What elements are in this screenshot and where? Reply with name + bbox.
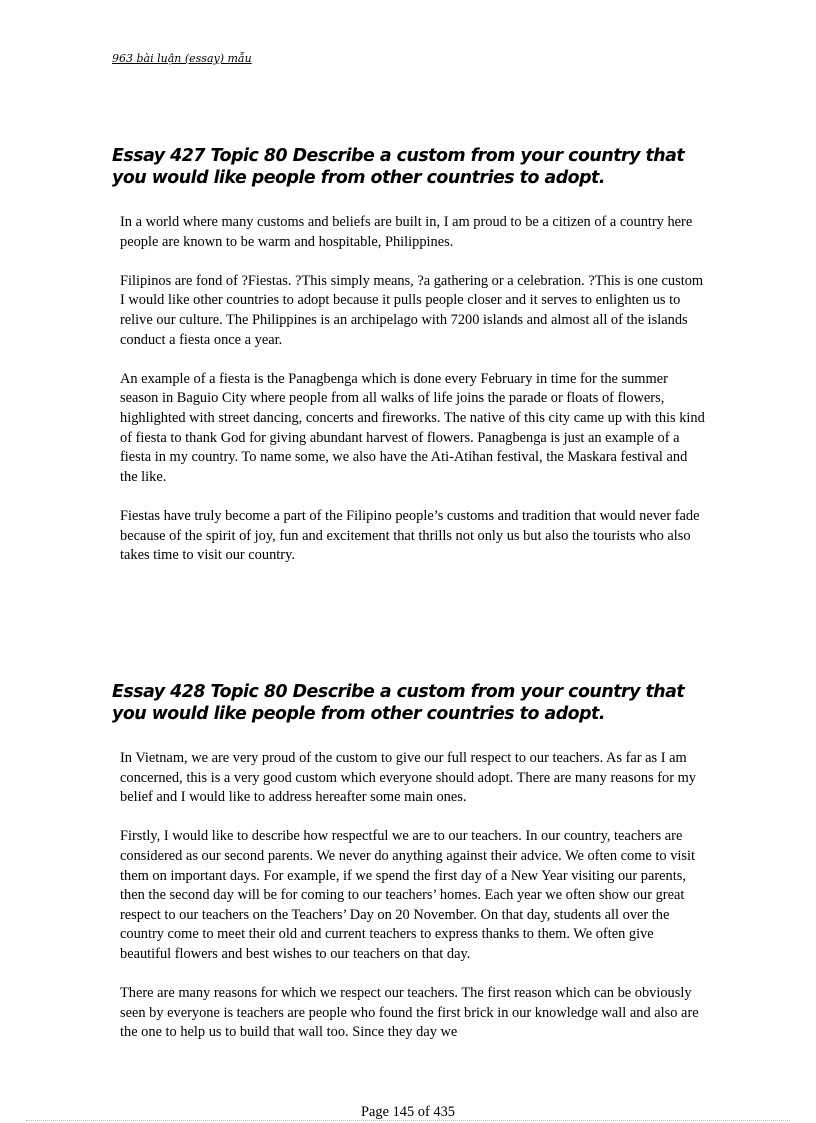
- paragraph: An example of a fiesta is the Panagbenga which is done every February in time for the summer season in Baguio City where people from all walks of life joins the parade or floats of flowers, highlighted with street dancing, concerts and fireworks. The native of this city came up with this kind of fiesta to thank God for giving abundant harvest of flowers. Panagbenga is just an example of a fiesta in my country. To name some, we also have the Ati-Atihan festival, the Maskara festival and the like.: [120, 370, 705, 485]
- paragraph: Filipinos are fond of ?Fiestas. ?This simply means, ?a gathering or a celebration. ?This is one custom I would like other countries to adopt because it pulls people closer and it serves to enlighten us to relive our culture. The Philippines is an archipelago with 7200 islands and almost all of the islands conduct a fiesta once a year.: [120, 272, 704, 348]
- essay-title-line: you would like people from other countries to adopt.: [112, 168, 605, 188]
- paragraph: In a world where many customs and beliefs are built in, I am proud to be a citizen of a country here people are known to be warm and hospitable, Philippines.: [120, 214, 693, 250]
- paragraph: Fiestas have truly become a part of the Filipino people’s customs and tradition that would never fade because of the spirit of joy, fun and excitement that thrills not only us but also the tourists who also takes time to visit our country.: [120, 507, 700, 564]
- footer-divider: [26, 1120, 790, 1121]
- essay-title-line: Essay 428 Topic 80 Describe a custom from your country that: [112, 682, 685, 702]
- paragraph: There are many reasons for which we respect our teachers. The first reason which can be obviously seen by everyone is teachers are people who found the first brick in our knowledge wall and also are the one to help us to build that wall too. Since they day we: [120, 985, 699, 1041]
- running-header: 963 bài luận (essay) mẫu: [112, 52, 252, 65]
- essay-title-line: you would like people from other countries to adopt.: [112, 704, 605, 724]
- paragraph: In Vietnam, we are very proud of the custom to give our full respect to our teachers. As far as I am concerned, this is a very good custom which everyone should adopt. There are many reasons for my belief and I would like to address hereafter some main ones.: [120, 750, 696, 806]
- essay-title-line: Essay 427 Topic 80 Describe a custom from your country that: [112, 146, 685, 166]
- paragraph: Firstly, I would like to describe how respectful we are to our teachers. In our country, teachers are considered as our second parents. We never do anything against their advice. We often come to visit them on important days. For example, if we spend the first day of a New Year visiting our parents, then the second day will be for coming to our teachers’ homes. Each year we often show our great respect to our teachers on the Teachers’ Day on 20 November. On that day, students all over the country come to meet their old and current teachers to express thanks to them. We often give beautiful flowers and best wishes to our teachers on that day.: [120, 828, 695, 962]
- essay-428-body: [120, 749, 705, 1043]
- page-number: Page 145 of 435: [361, 1104, 455, 1120]
- essay-427-body: [120, 213, 705, 585]
